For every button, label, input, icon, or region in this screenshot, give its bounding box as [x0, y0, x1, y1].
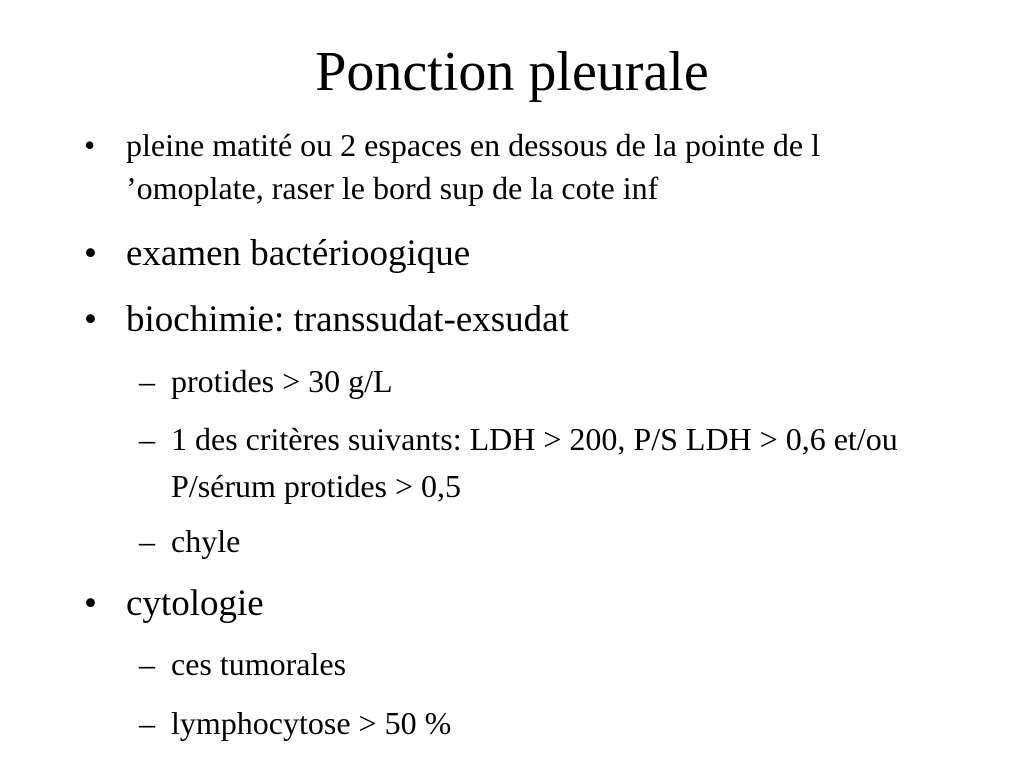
dash-icon: – — [139, 363, 155, 399]
list-item — [0, 298, 1024, 344]
list-item-text: chyle — [171, 523, 241, 559]
bullet-icon: • — [84, 233, 97, 274]
list-item-text: examen bactérioogique — [126, 233, 471, 274]
dash-icon: – — [139, 646, 155, 682]
sub-list-item — [0, 358, 1024, 404]
list-item-text: pleine matité ou 2 espaces en dessous de la pointe de l ’omoplate, raser le bord sup de la cote inf — [126, 127, 821, 206]
sub-list-item — [0, 641, 1024, 687]
list-item-text: ces tumorales — [171, 646, 347, 682]
list-item — [0, 124, 1024, 214]
dash-icon: – — [139, 705, 155, 741]
list-item — [0, 232, 1024, 278]
list-item-text: lymphocytose > 50 % — [171, 705, 452, 741]
dash-icon: – — [139, 421, 155, 457]
sub-list-item — [0, 700, 1024, 746]
list-item-text: biochimie: transsudat-exsudat — [126, 299, 569, 340]
list-item-text: 1 des critères suivants: LDH > 200, P/S LDH > 0,6 et/ou P/sérum protides > 0,5 — [171, 421, 898, 504]
list-item-text: protides > 30 g/L — [171, 363, 393, 399]
sub-list-item — [0, 416, 1024, 512]
bullet-icon: • — [84, 299, 97, 340]
list-item-text: cytologie — [126, 583, 264, 624]
bullet-icon: • — [84, 583, 97, 624]
sub-list-item — [0, 518, 1024, 564]
dash-icon: – — [139, 523, 155, 559]
slide-title: Ponction pleurale — [315, 41, 709, 103]
list-item — [0, 582, 1024, 628]
bullet-icon: • — [84, 127, 96, 163]
